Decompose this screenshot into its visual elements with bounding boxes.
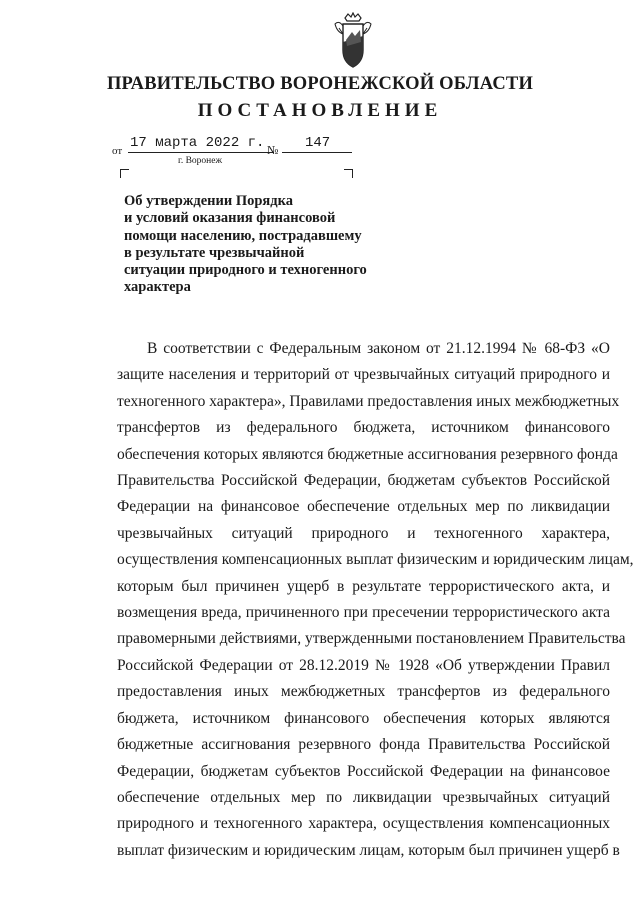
body-line: осуществления компенсационных выплат физическим и юридическим лицам, <box>117 551 634 569</box>
document-title <box>124 193 424 297</box>
body-line: В соответствии с Федеральным законом от 21.12.1994 № 68-ФЗ «О <box>147 340 610 357</box>
body-line: бюджетные ассигнования резервного фонда Правительства Российской <box>117 736 610 754</box>
body-line: природного и техногенного характера, осуществления компенсационных <box>117 815 610 833</box>
document-type: ПОСТАНОВЛЕНИЕ <box>197 100 443 121</box>
body-text <box>117 336 634 864</box>
document-date: 17 марта 2022 г. <box>130 135 265 151</box>
government-name: ПРАВИТЕЛЬСТВО ВОРОНЕЖСКОЙ ОБЛАСТИ <box>106 74 534 94</box>
title-line: Об утверждении Порядка <box>124 193 293 209</box>
body-line: чрезвычайных ситуаций природного и техногенного характера, <box>117 524 610 542</box>
number-label: № <box>267 143 279 157</box>
body-line: обеспечение отдельных мер по ликвидации чрезвычайных ситуаций <box>117 788 610 806</box>
date-label: от <box>112 145 123 157</box>
city: г. Воронеж <box>178 156 223 166</box>
title-line: ситуации природного и техногенного <box>124 262 367 279</box>
body-line: Российской Федерации от 28.12.2019 № 1928 «Об утверждении Правил <box>117 656 610 674</box>
title-corner-right <box>344 169 353 178</box>
body-line: бюджета, источником финансового обеспечения которых являются <box>117 709 610 727</box>
title-line: характера <box>124 279 191 296</box>
body-line: Федерации на финансовое обеспечение отдельных мер по ликвидации <box>117 498 610 516</box>
document-meta <box>112 135 372 169</box>
title-corner-left <box>120 169 129 178</box>
body-line: которым был причинен ущерб в результате террористического акта, и <box>117 577 610 595</box>
body-line: обеспечения которых являются бюджетные ассигнования резервного фонда <box>117 445 618 463</box>
number-underline <box>282 152 352 153</box>
body-line: возмещения вреда, причиненного при пресечении террористического акта <box>117 604 610 622</box>
date-underline <box>128 152 274 153</box>
title-line: в результате чрезвычайной <box>124 244 305 261</box>
body-line: трансфертов из федерального бюджета, источником финансового <box>117 419 610 437</box>
coat-of-arms-icon <box>331 12 375 70</box>
body-line: защите населения и территорий от чрезвычайных ситуаций природного и <box>117 366 610 384</box>
title-line: и условий оказания финансовой <box>124 210 336 227</box>
body-line: техногенного характера», Правилами предоставления иных межбюджетных <box>117 392 620 410</box>
body-line: Федерации, бюджетам субъектов Российской Федерации на финансовое <box>117 762 610 780</box>
body-line: выплат физическим и юридическим лицам, которым был причинен ущерб в <box>117 841 620 859</box>
document-number: 147 <box>305 135 331 151</box>
body-line: предоставления иных межбюджетных трансфертов из федерального <box>117 683 610 701</box>
body-line: правомерными действиями, утвержденными постановлением Правительства <box>117 630 626 648</box>
body-line: Правительства Российской Федерации, бюджетам субъектов Российской <box>117 472 610 490</box>
title-line: помощи населению, пострадавшему <box>124 227 362 244</box>
